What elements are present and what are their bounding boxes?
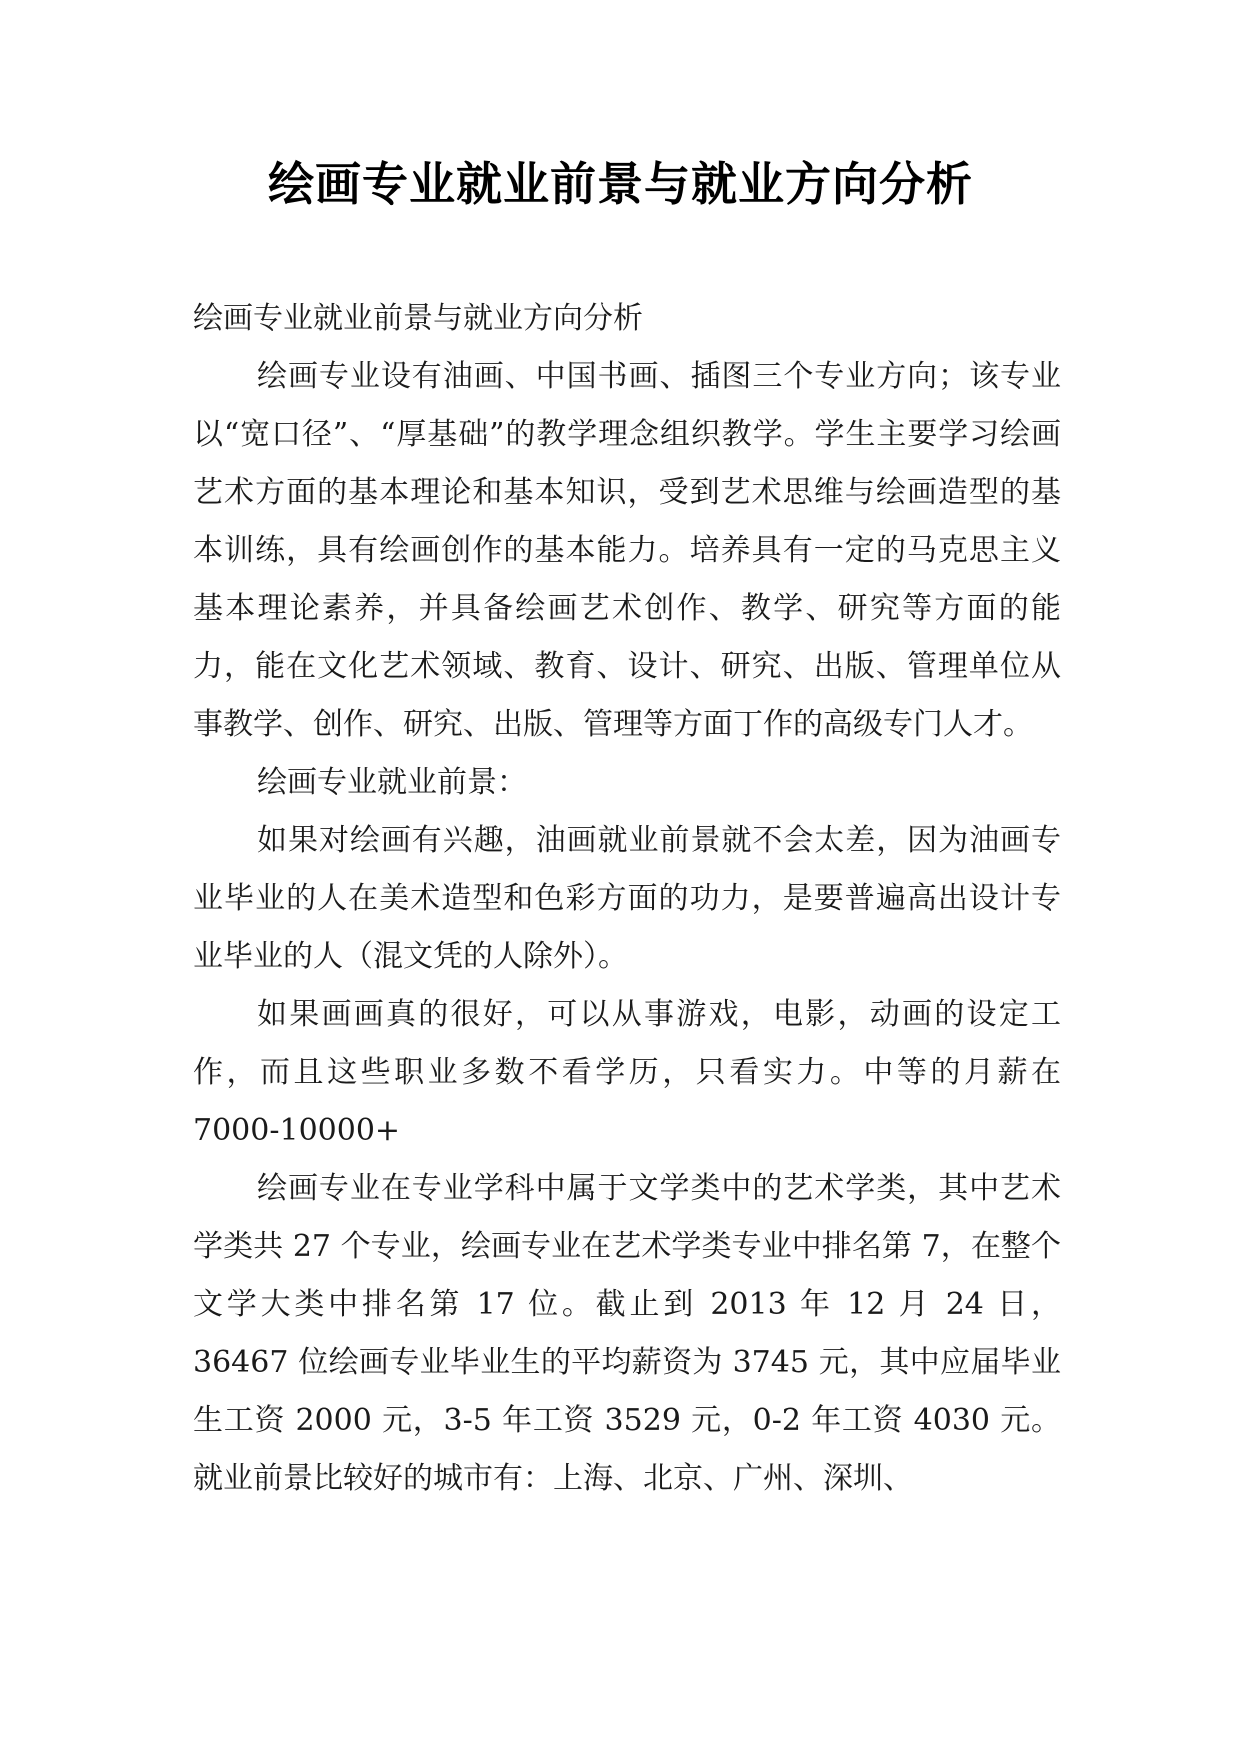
paragraph-intro: 绘画专业设有油画、中国书画、插图三个专业方向；该专业以“宽口径”、“厚基础”的教学理念组织教学。学生主要学习绘画艺术方面的基本理论和基本知识，受到艺术思维与绘画造型的基本训练，具有绘画创作的基本能力。培养具有一定的马克思主义基本理论素养，并具备绘画艺术创作、教学、研究等方面的能力，能在文化艺术领域、教育、设计、研究、出版、管理单位从事教学、创作、研究、出版、管理等方面丁作的高级专门人才。 — [193, 359, 1061, 742]
paragraph-prospect-heading: 绘画专业就业前景： — [257, 765, 527, 800]
paragraph-ranking: 绘画专业在专业学科中属于文学类中的艺术学类，其中艺术学类共 27 个专业，绘画专业在艺术学类专业中排名第 7，在整个文学大类中排名第 17 位。截止到 2013 年 12 月 24 日，36467 位绘画专业毕业生的平均薪资为 3745 元，其中应届毕业生工资 2000 元，3-5 年工资 3529 元，0-2 年工资 4030 元。就业前景比较好的城市有：上海、北京、广州、深圳、 — [193, 1171, 1061, 1496]
paragraph-heading: 绘画专业就业前景与就业方向分析 — [193, 301, 643, 336]
document-body — [193, 290, 1061, 1508]
document-title: 绘画专业就业前景与就业方向分析 — [268, 157, 973, 211]
paragraph-salary: 如果画画真的很好，可以从事游戏，电影，动画的设定工作，而且这些职业多数不看学历，只看实力。中等的月薪在 7000-10000+ — [193, 997, 1061, 1148]
paragraph-oil-painting: 如果对绘画有兴趣，油画就业前景就不会太差，因为油画专业毕业的人在美术造型和色彩方面的功力，是要普遍高出设计专业毕业的人（混文凭的人除外）。 — [193, 823, 1061, 974]
